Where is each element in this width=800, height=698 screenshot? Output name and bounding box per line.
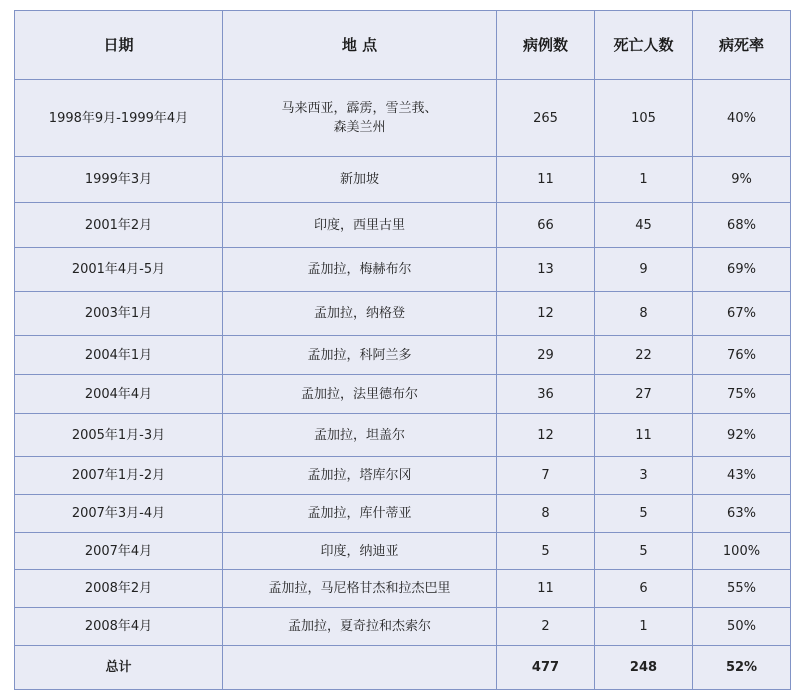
header-cases: 病例数 <box>497 11 595 80</box>
table-row <box>15 414 791 457</box>
table-row <box>15 457 791 495</box>
cell-rate: 75% <box>693 375 791 414</box>
cell-place: 孟加拉，夏奇拉和杰索尔 <box>223 608 497 646</box>
cell-place: 印度，西里古里 <box>223 203 497 248</box>
cell-rate: 9% <box>693 157 791 203</box>
cell-cases: 66 <box>497 203 595 248</box>
cell-place: 孟加拉，库什蒂亚 <box>223 495 497 533</box>
cell-rate: 50% <box>693 608 791 646</box>
cell-date: 1999年3月 <box>15 157 223 203</box>
table-row <box>15 157 791 203</box>
cell-cases: 36 <box>497 375 595 414</box>
table-row <box>15 292 791 336</box>
cell-date: 2004年1月 <box>15 336 223 375</box>
cell-deaths: 5 <box>595 495 693 533</box>
cell-cases: 8 <box>497 495 595 533</box>
nipah-outbreak-table <box>14 10 791 690</box>
cell-rate: 92% <box>693 414 791 457</box>
header-date: 日期 <box>15 11 223 80</box>
cell-date: 2007年1月-2月 <box>15 457 223 495</box>
cell-rate: 63% <box>693 495 791 533</box>
cell-rate: 67% <box>693 292 791 336</box>
cell-deaths: 9 <box>595 248 693 292</box>
cell-cases: 12 <box>497 414 595 457</box>
table-row <box>15 570 791 608</box>
cell-cases: 7 <box>497 457 595 495</box>
cell-cases: 29 <box>497 336 595 375</box>
total-label: 总计 <box>15 646 223 690</box>
cell-place: 孟加拉，法里德布尔 <box>223 375 497 414</box>
cell-cases: 12 <box>497 292 595 336</box>
table-row <box>15 248 791 292</box>
cell-place-line: 森美兰州 <box>333 120 386 135</box>
cell-date: 2005年1月-3月 <box>15 414 223 457</box>
cell-rate: 55% <box>693 570 791 608</box>
total-place <box>223 646 497 690</box>
cell-deaths: 105 <box>595 80 693 157</box>
cell-place: 孟加拉，马尼格甘杰和拉杰巴里 <box>223 570 497 608</box>
cell-date: 2007年3月-4月 <box>15 495 223 533</box>
cell-rate: 100% <box>693 533 791 570</box>
cell-rate: 76% <box>693 336 791 375</box>
cell-place-line: 马来西亚，霹雳，雪兰莪、 <box>281 101 438 116</box>
cell-rate: 69% <box>693 248 791 292</box>
cell-deaths: 22 <box>595 336 693 375</box>
cell-deaths: 5 <box>595 533 693 570</box>
table-row <box>15 608 791 646</box>
cell-deaths: 6 <box>595 570 693 608</box>
cell-place: 孟加拉，梅赫布尔 <box>223 248 497 292</box>
cell-deaths: 45 <box>595 203 693 248</box>
cell-rate: 40% <box>693 80 791 157</box>
table-row <box>15 203 791 248</box>
cell-place: 孟加拉，科阿兰多 <box>223 336 497 375</box>
cell-place: 新加坡 <box>223 157 497 203</box>
table-row <box>15 80 791 157</box>
total-deaths: 248 <box>595 646 693 690</box>
cell-deaths: 1 <box>595 157 693 203</box>
cell-deaths: 11 <box>595 414 693 457</box>
cell-deaths: 3 <box>595 457 693 495</box>
table-row <box>15 375 791 414</box>
cell-cases: 5 <box>497 533 595 570</box>
header-deaths: 死亡人数 <box>595 11 693 80</box>
cell-cases: 265 <box>497 80 595 157</box>
cell-cases: 11 <box>497 157 595 203</box>
cell-date: 2003年1月 <box>15 292 223 336</box>
cell-date: 1998年9月-1999年4月 <box>15 80 223 157</box>
cell-deaths: 27 <box>595 375 693 414</box>
total-row <box>15 646 791 690</box>
table-row <box>15 533 791 570</box>
cell-rate: 43% <box>693 457 791 495</box>
cell-date: 2008年4月 <box>15 608 223 646</box>
cell-deaths: 1 <box>595 608 693 646</box>
cell-date: 2004年4月 <box>15 375 223 414</box>
table-row <box>15 495 791 533</box>
cell-place: 印度，纳迪亚 <box>223 533 497 570</box>
cell-cases: 13 <box>497 248 595 292</box>
cell-date: 2001年4月-5月 <box>15 248 223 292</box>
header-row <box>15 11 791 80</box>
cell-cases: 2 <box>497 608 595 646</box>
total-rate: 52% <box>693 646 791 690</box>
header-place: 地 点 <box>223 11 497 80</box>
cell-deaths: 8 <box>595 292 693 336</box>
table-row <box>15 336 791 375</box>
cell-date: 2001年2月 <box>15 203 223 248</box>
cell-cases: 11 <box>497 570 595 608</box>
cell-place: 孟加拉，纳格登 <box>223 292 497 336</box>
total-cases: 477 <box>497 646 595 690</box>
cell-date: 2007年4月 <box>15 533 223 570</box>
cell-date: 2008年2月 <box>15 570 223 608</box>
header-fatality-rate: 病死率 <box>693 11 791 80</box>
cell-place: 孟加拉，坦盖尔 <box>223 414 497 457</box>
cell-place <box>223 80 497 157</box>
cell-place: 孟加拉，塔库尔冈 <box>223 457 497 495</box>
cell-rate: 68% <box>693 203 791 248</box>
